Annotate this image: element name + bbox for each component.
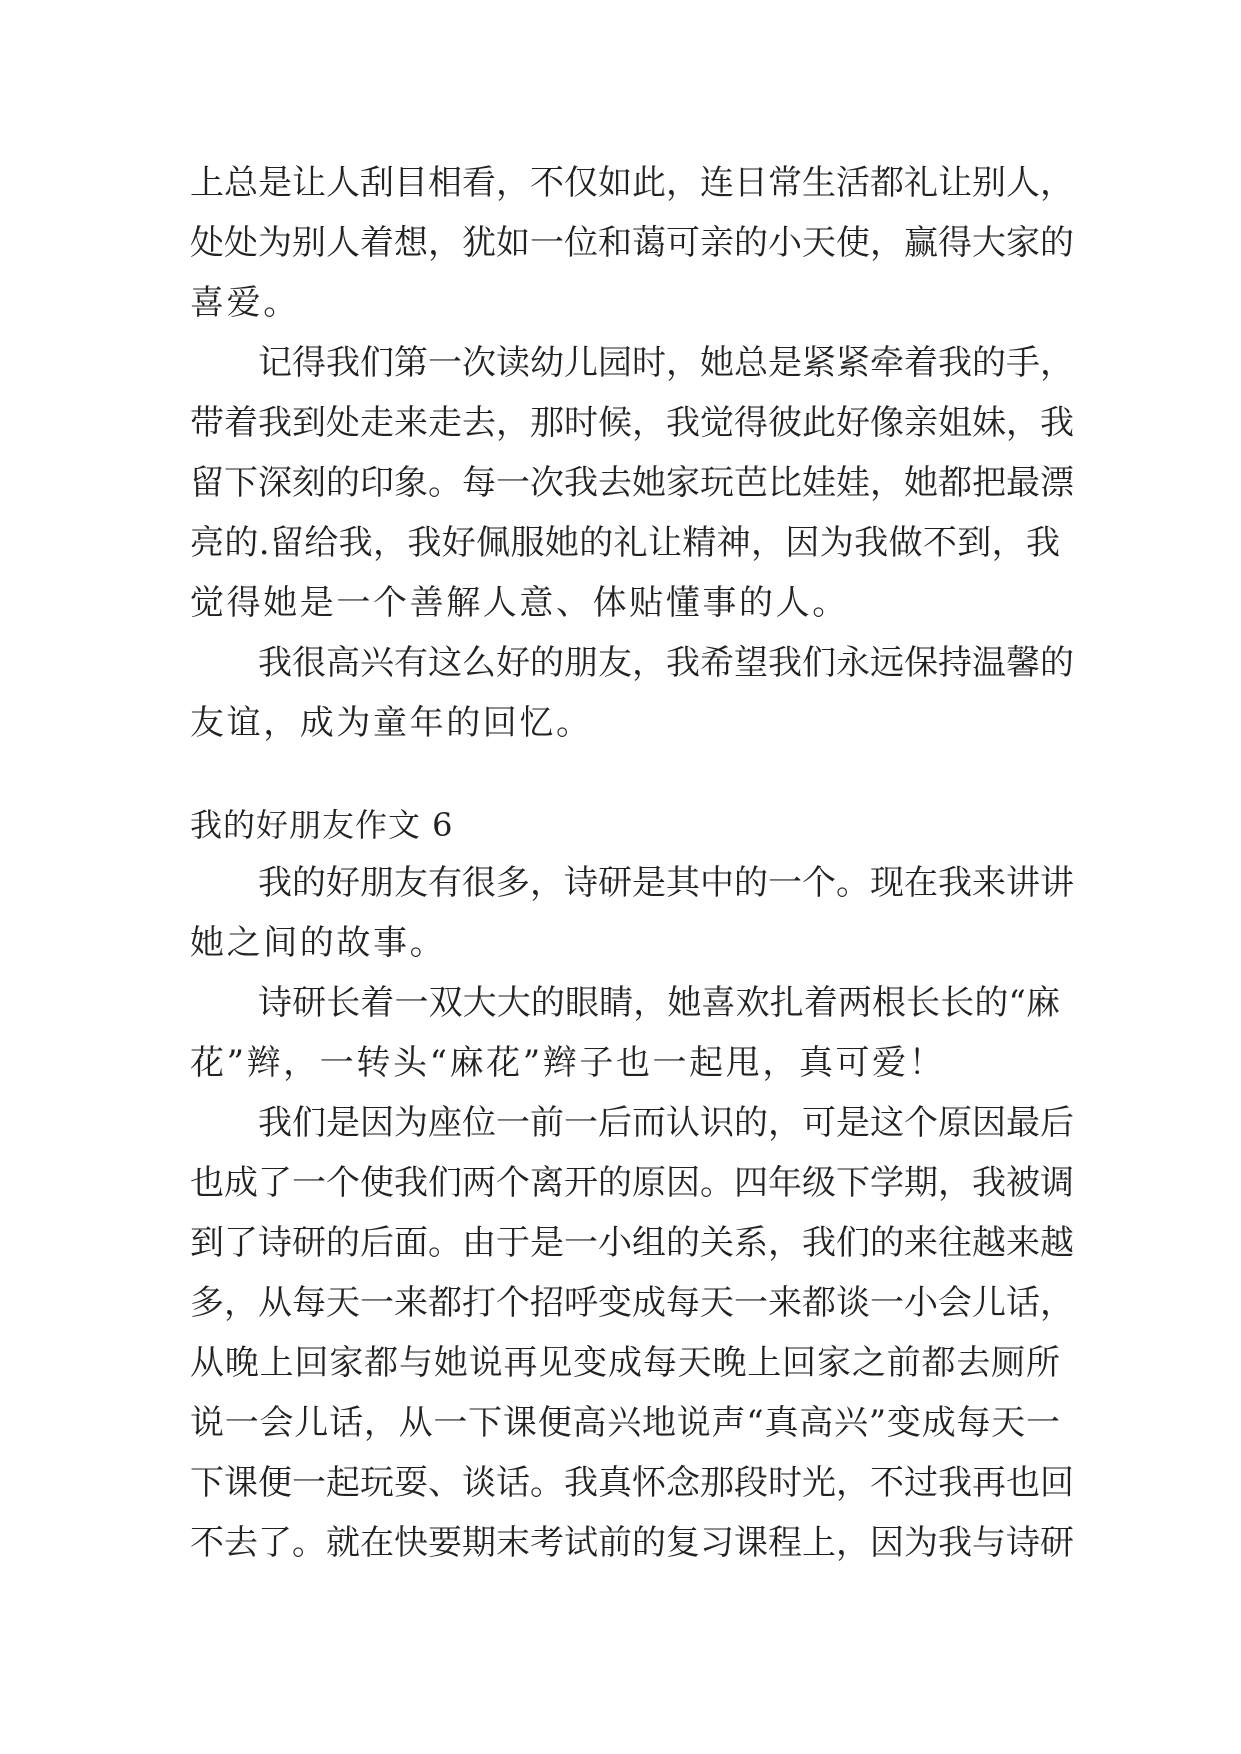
section-heading: 我的好朋友作文 6 (190, 806, 454, 844)
paragraph-1-line-1: 上总是让人刮目相看，不仅如此，连日常生活都礼让别人， (190, 163, 1074, 203)
paragraph-6-line-8: 不去了。就在快要期末考试前的复习课程上，因为我与诗研 (190, 1523, 1074, 1563)
paragraph-6-line-7: 下课便一起玩耍、谈话。我真怀念那段时光，不过我再也回 (190, 1463, 1074, 1503)
paragraph-3-line-1: 我很高兴有这么好的朋友，我希望我们永远保持温馨的 (258, 643, 1074, 683)
paragraph-5-line-2: 花”辫，一转头“麻花”辫子也一起甩，真可爱！ (190, 1043, 946, 1083)
paragraph-5-line-1: 诗研长着一双大大的眼睛，她喜欢扎着两根长长的“麻 (258, 983, 1060, 1023)
paragraph-6-line-6: 说一会儿话，从一下课便高兴地说声“真高兴”变成每天一 (190, 1403, 1060, 1443)
paragraph-1-line-2: 处处为别人着想，犹如一位和蔼可亲的小天使，赢得大家的 (190, 223, 1074, 263)
paragraph-4-line-1: 我的好朋友有很多，诗研是其中的一个。现在我来讲讲 (258, 863, 1074, 903)
paragraph-1-line-3: 喜爱。 (190, 283, 300, 323)
paragraph-6-line-1: 我们是因为座位一前一后而认识的，可是这个原因最后 (258, 1103, 1074, 1143)
paragraph-6-line-3: 到了诗研的后面。由于是一小组的关系，我们的来往越来越 (190, 1223, 1074, 1263)
paragraph-3-line-2: 友谊，成为童年的回忆。 (190, 703, 593, 743)
paragraph-2-line-5: 觉得她是一个善解人意、体贴懂事的人。 (190, 583, 849, 623)
paragraph-6-line-4: 多，从每天一来都打个招呼变成每天一来都谈一小会儿话， (190, 1283, 1074, 1323)
paragraph-2-line-4: 亮的.留给我，我好佩服她的礼让精神，因为我做不到，我 (190, 523, 1060, 563)
paragraph-6-line-2: 也成了一个使我们两个离开的原因。四年级下学期，我被调 (190, 1163, 1074, 1203)
paragraph-4-line-2: 她之间的故事。 (190, 923, 447, 963)
paragraph-2-line-1: 记得我们第一次读幼儿园时，她总是紧紧牵着我的手， (258, 343, 1074, 383)
paragraph-2-line-3: 留下深刻的印象。每一次我去她家玩芭比娃娃，她都把最漂 (190, 463, 1074, 503)
paragraph-6-line-5: 从晚上回家都与她说再见变成每天晚上回家之前都去厕所 (190, 1343, 1060, 1383)
paragraph-2-line-2: 带着我到处走来走去，那时候，我觉得彼此好像亲姐妹，我 (190, 403, 1074, 443)
